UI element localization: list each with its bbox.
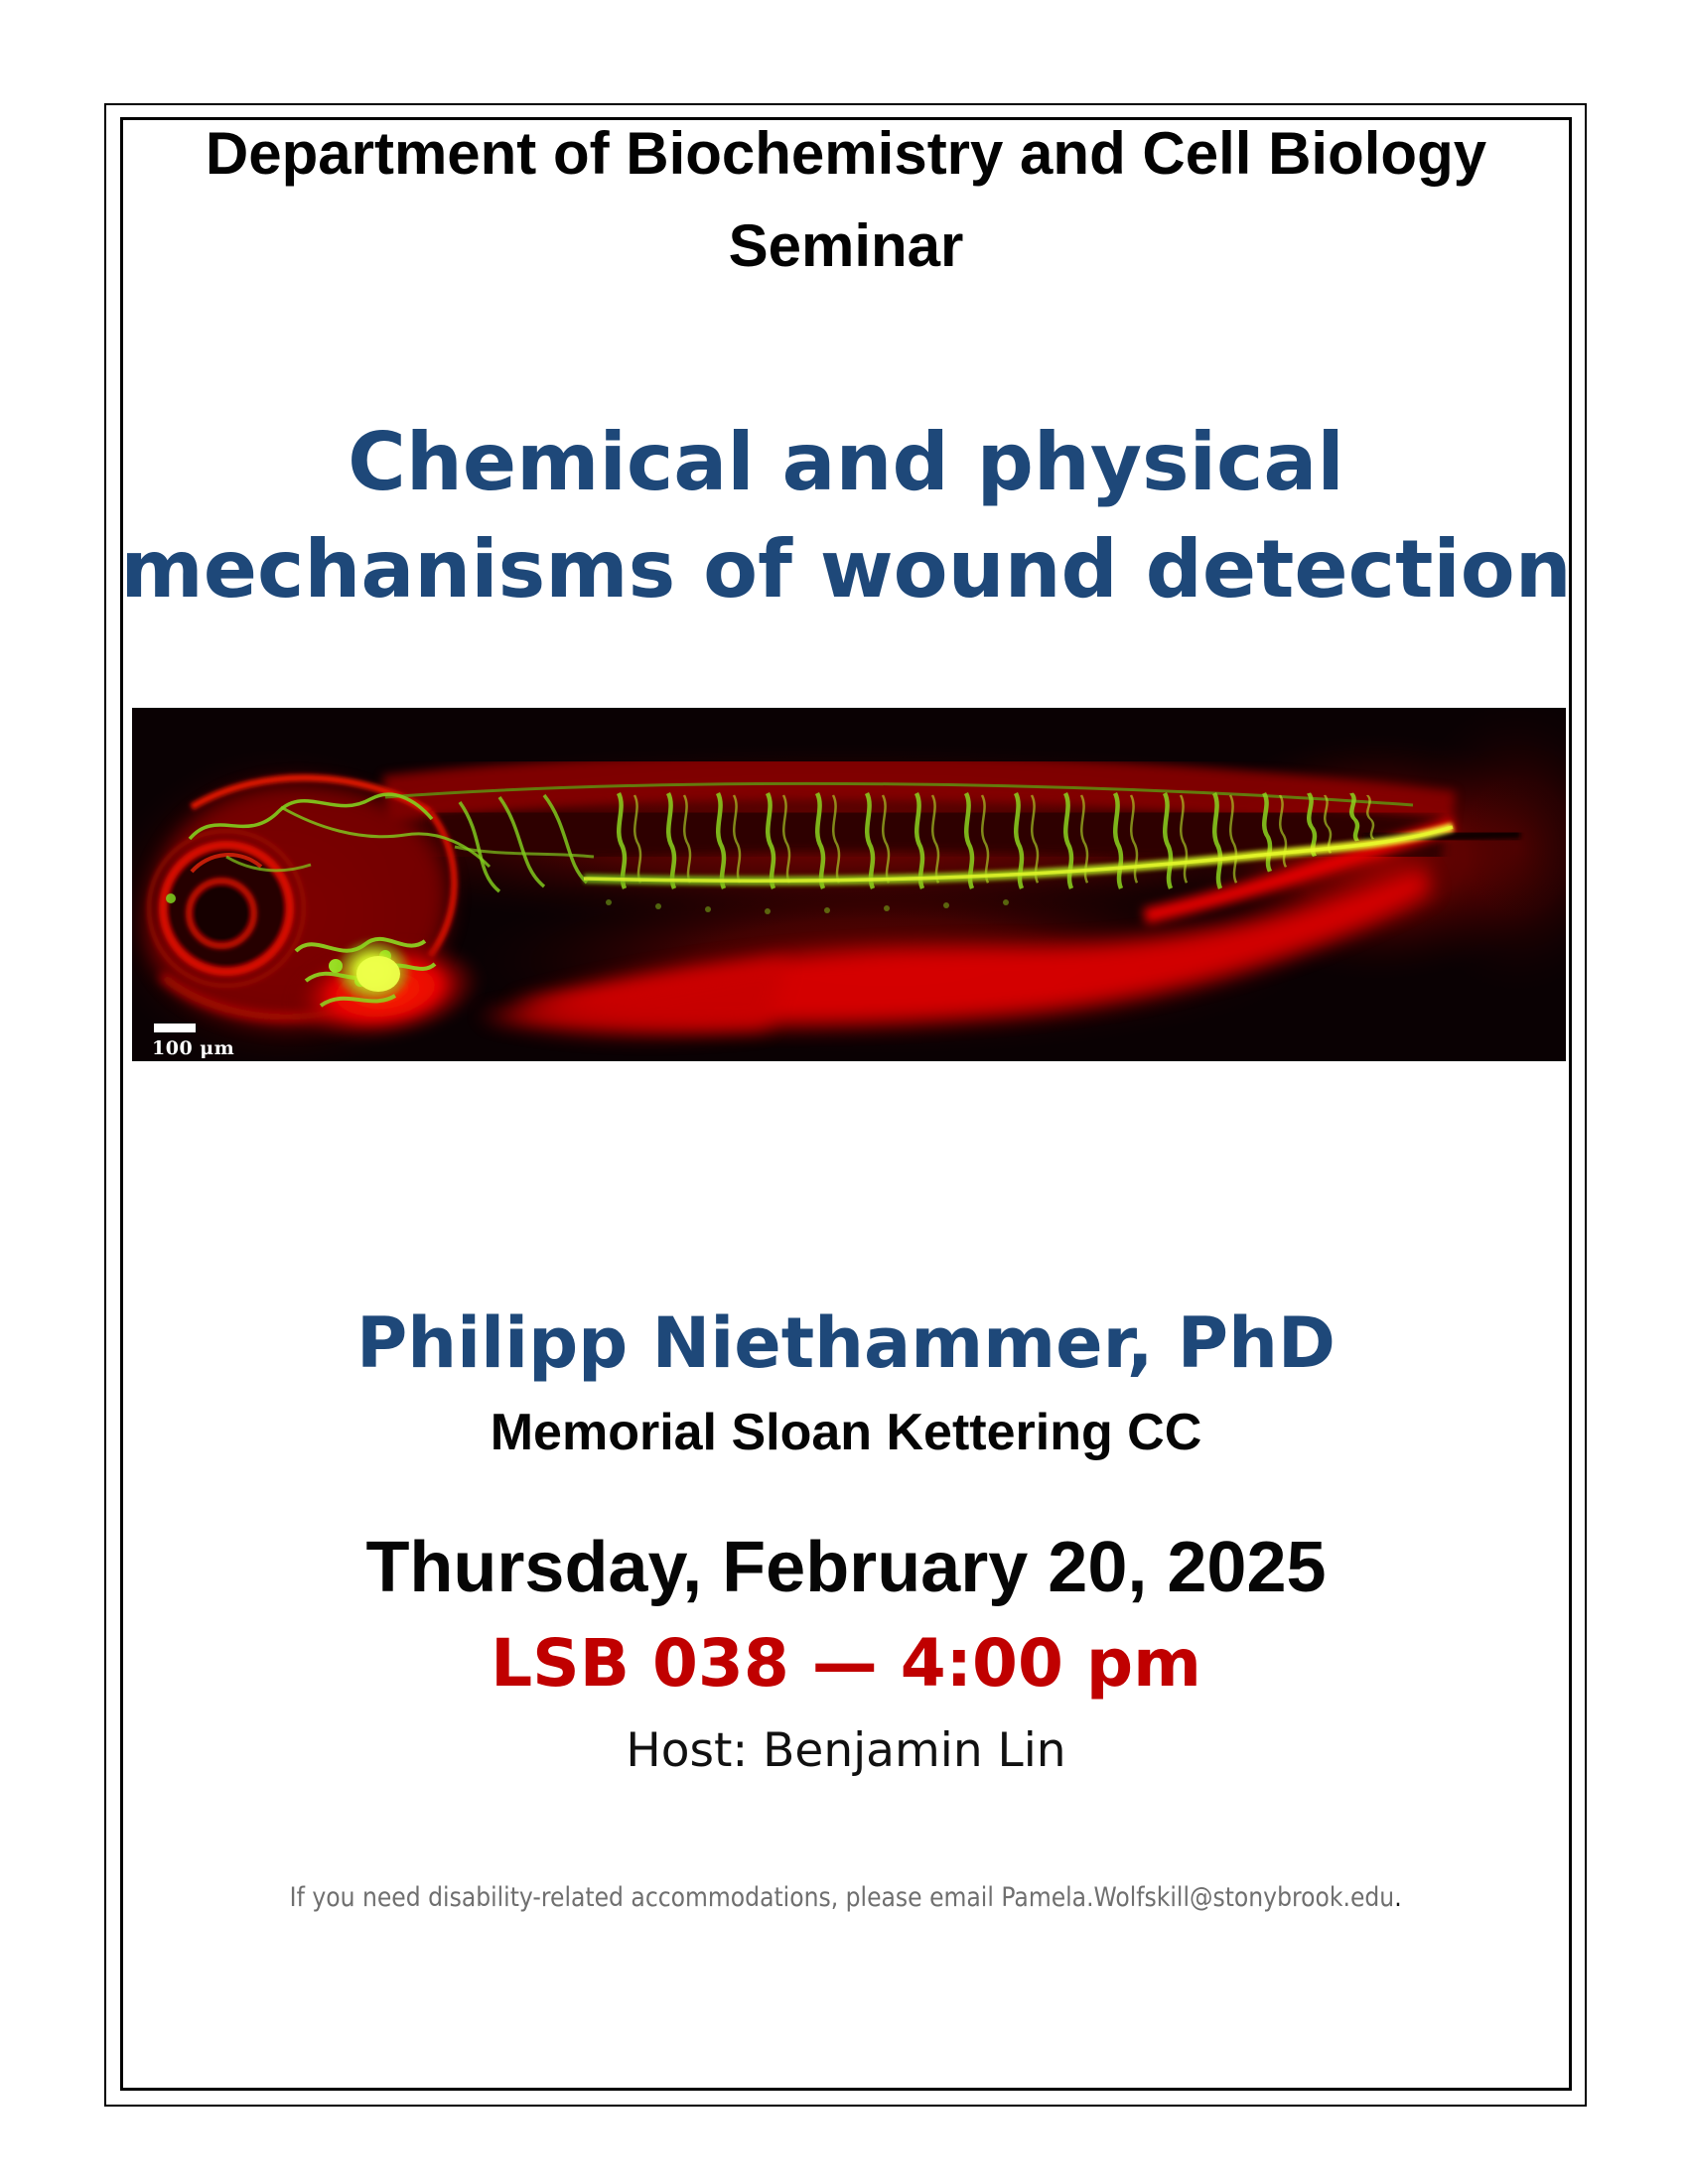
speaker-name: Philipp Niethammer, PhD [355,1302,1336,1384]
scale-bar-label: 100 μm [152,1037,235,1059]
accessibility-note [120,1882,1572,1913]
heart-fluorescent-blob [334,937,413,1005]
accessibility-note-period: . [1394,1882,1402,1913]
inner-page-border [120,117,1572,2091]
event-host: Host: Benjamin Lin [626,1723,1066,1778]
seminar-title-line1: Chemical and physical [348,416,1344,508]
seminar-subheader: Seminar [728,212,964,279]
zebrafish-micrograph [132,708,1566,1061]
seminar-title-line2: mechanisms of wound detection [120,523,1572,615]
event-location-time: LSB 038 — 4:00 pm [491,1625,1201,1702]
accessibility-note-text: If you need disability-related accommodations, please email Pamela.Wolfskill@stonybrook.edu [289,1882,1395,1913]
department-header: Department of Biochemistry and Cell Biology [205,120,1487,187]
event-date: Thursday, February 20, 2025 [365,1528,1327,1607]
speaker-affiliation: Memorial Sloan Kettering CC [490,1404,1202,1461]
